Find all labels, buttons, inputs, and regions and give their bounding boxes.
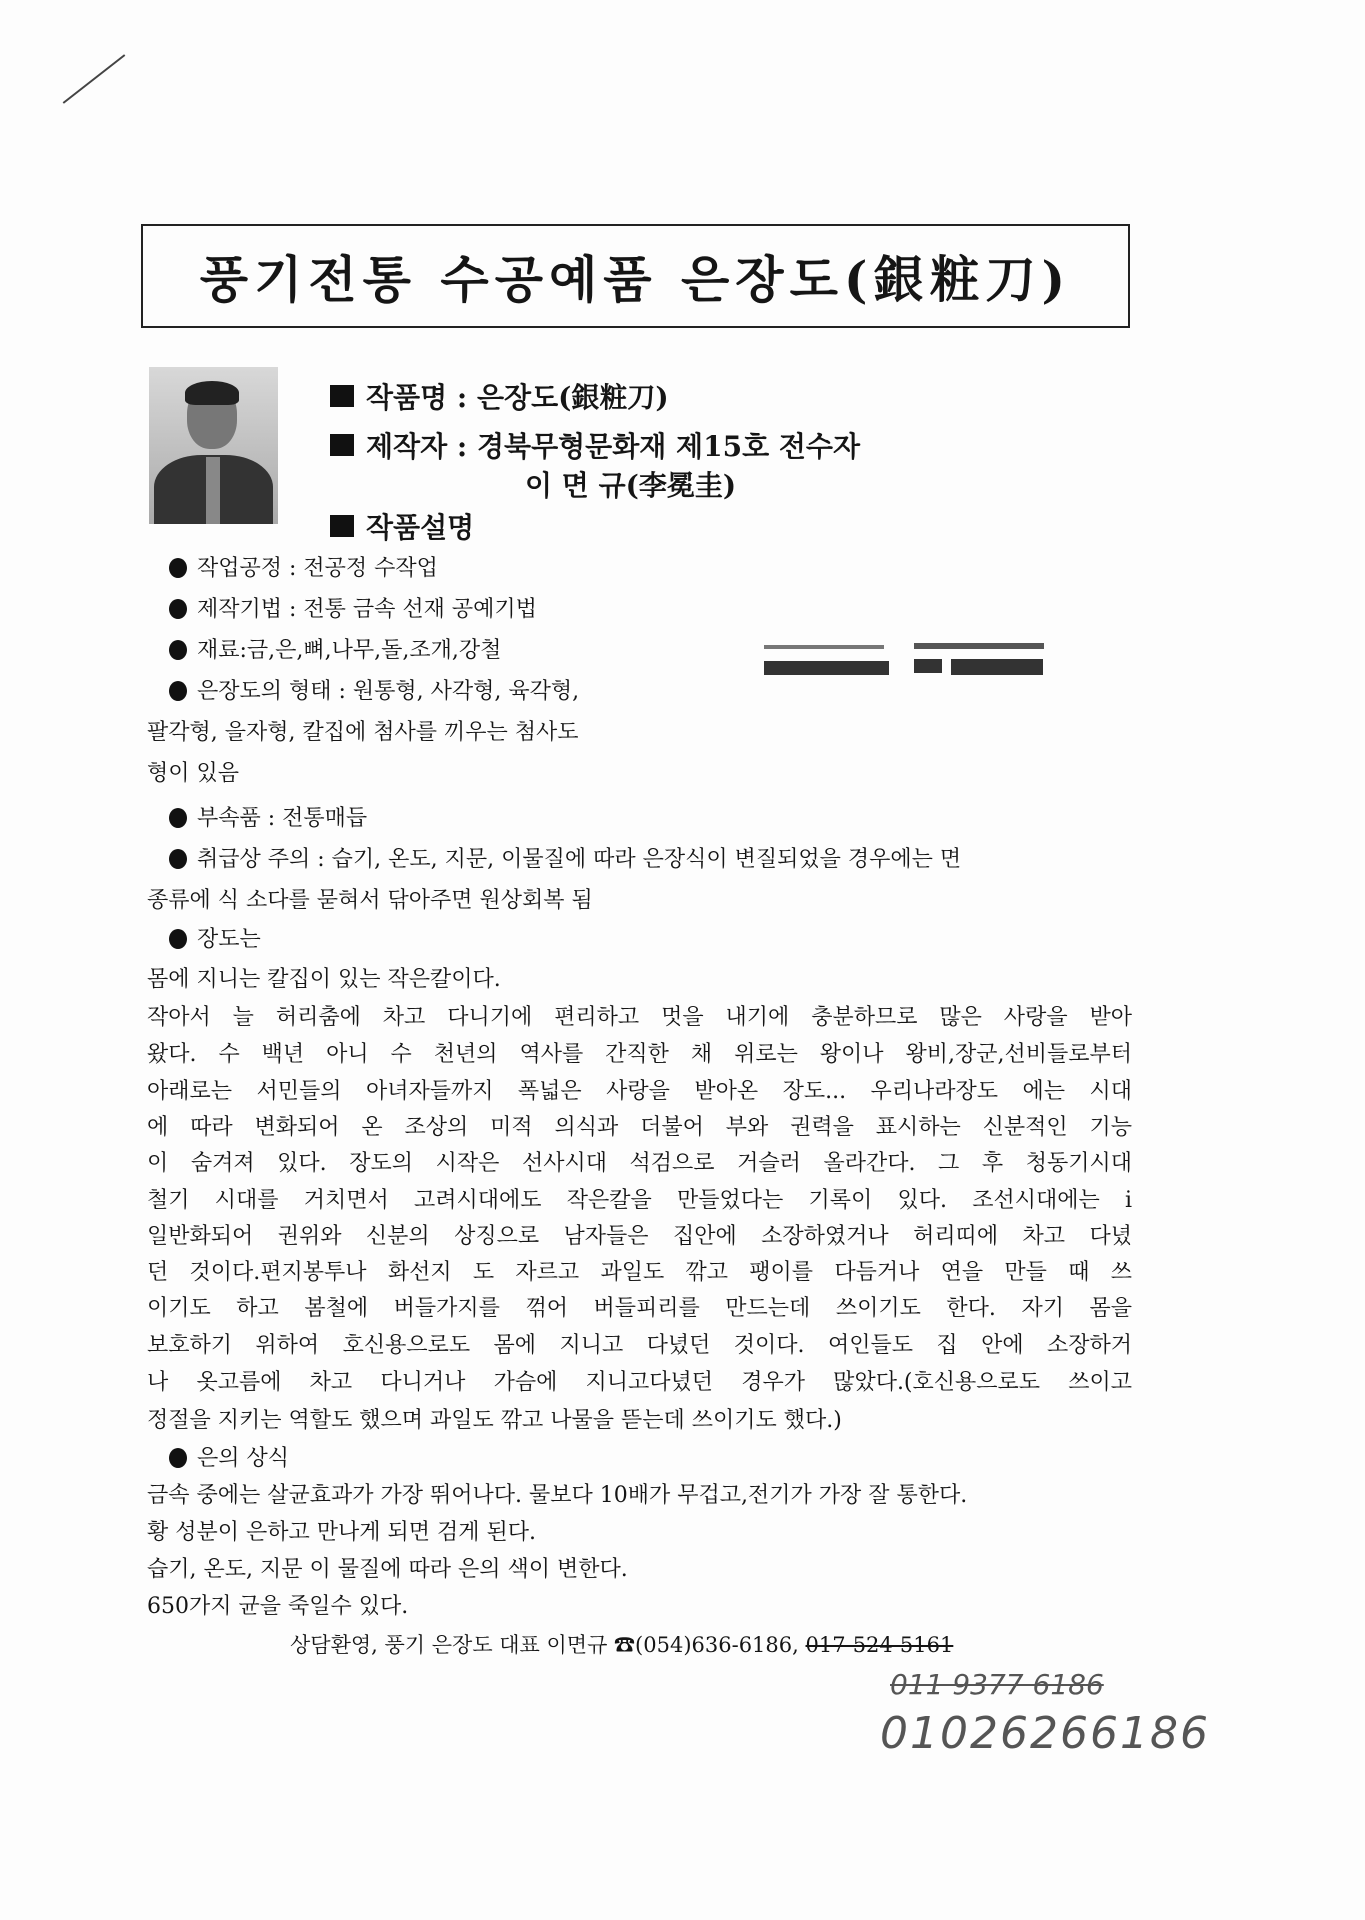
item-text: 부속품 : 전통매듭 [197,806,368,831]
item-text: 재료:금,은,뼈,나무,돌,조개,강철 [197,638,502,663]
paragraph-line: 이기도 하고 봄철에 버들가지를 꺾어 버들피리를 만드는데 쓰이기도 한다. 자기 몸을 [147,1296,1132,1321]
bullet-icon [169,640,187,660]
maker-text: 제작자 : 경북무형문화재 제15호 전수자 [366,430,861,463]
item-process [165,555,1132,583]
bullet-icon [169,808,187,828]
item-text: 작업공정 : 전공정 수작업 [197,556,438,581]
bullet-icon [169,599,187,619]
paragraph-line: 습기, 온도, 지문 이 물질에 따라 은의 색이 변한다. [147,1557,628,1582]
handwritten-mobile: 01026266186 [880,1708,1210,1759]
caution-cont: 종류에 식 소다를 묻혀서 닦아주면 원상회복 됨 [147,888,593,913]
product-name [330,376,669,416]
jangdo-heading [165,926,1132,954]
paragraph-line: 이 숨겨져 있다. 장도의 시작은 선사시대 석검으로 거슬러 올라간다. 그 후 청동기시대 [147,1151,1132,1176]
square-bullet-icon [330,385,354,407]
maker-photo [149,367,278,524]
paragraph-line: 정절을 지키는 역할도 했으며 과일도 깎고 나물을 뜯는데 쓰이기도 했다.) [147,1408,842,1433]
silver-heading [165,1445,1132,1473]
bullet-icon [169,849,187,869]
bullet-icon [169,1448,187,1468]
pen-mark [63,54,126,104]
bullet-icon [169,681,187,701]
handwritten-old-mobile: 011 9377 6186 [890,1668,1104,1701]
paragraph-line: 나 옷고름에 차고 다니거나 가슴에 지니고다녔던 경우가 많았다.(호신용으로도 쓰이고 [147,1370,1132,1395]
paragraph-line: 몸에 지니는 칼집이 있는 작은칼이다. [147,967,501,992]
item-technique [165,596,1132,624]
maker-name: 이 면 규(李冕圭) [525,469,737,502]
description-heading [330,506,474,546]
heading-text: 은의 상식 [197,1446,290,1471]
paragraph-line: 왔다. 수 백년 아니 수 천년의 역사를 간직한 채 위로는 왕이나 왕비,장군,선비들로부터 [147,1042,1132,1067]
description-heading-text: 작품설명 [366,511,475,544]
shape-cont: 팔각형, 을자형, 칼집에 첨사를 끼우는 첨사도 [147,720,579,745]
paragraph-line: 보호하기 위하여 호신용으로도 몸에 지니고 다녔던 것이다. 여인들도 집 안에 소장하거 [147,1333,1132,1358]
paragraph-line: 황 성분이 은하고 만나게 되면 검게 된다. [147,1520,536,1545]
paragraph-line: 아래로는 서민들의 아녀자들까지 폭넓은 사랑을 받아온 장도... 우리나라장도 에는 시대 [147,1079,1132,1104]
bullet-icon [169,929,187,949]
paragraph-line: 일반화되어 권위와 신분의 상징으로 남자들은 집안에 소장하였거나 허리띠에 차고 다녔 [147,1224,1132,1249]
maker [330,425,860,465]
bullet-icon [169,558,187,578]
item-accessory [165,805,1132,833]
product-image [759,643,1049,681]
item-text: 제작기법 : 전통 금속 선재 공예기법 [197,597,537,622]
paragraph-line: 650가지 균을 죽일수 있다. [147,1594,409,1619]
paragraph-line: 에 따라 변화되어 온 조상의 미적 의식과 더불어 부와 권력을 표시하는 신분적인 기능 [147,1115,1132,1140]
item-caution [165,846,1132,874]
old-phone: 017-524-5161 [805,1633,954,1657]
paragraph-line: 던 것이다.편지봉투나 화선지 도 자르고 과일도 깎고 팽이를 다듬거나 연을 만들 때 쓰 [147,1260,1132,1285]
contact-text: 상담환영, 풍기 은장도 대표 이면규 ☎(054)636-6186, [290,1633,799,1657]
item-text: 취급상 주의 : 습기, 온도, 지문, 이물질에 따라 은장식이 변질되었을 경우에는 면 [197,847,962,872]
paragraph-line: 금속 중에는 살균효과가 가장 뛰어나다. 물보다 10배가 무겁고,전기가 가장 잘 통한다. [147,1483,968,1508]
product-name-text: 작품명 : 은장도(銀粧刀) [366,381,669,414]
heading-text: 장도는 [197,927,261,952]
paragraph-line: 작아서 늘 허리춤에 차고 다니기에 편리하고 멋을 내기에 충분하므로 많은 사랑을 받아 [147,1005,1132,1030]
item-shape [165,678,1132,706]
contact-line [290,1631,953,1659]
square-bullet-icon [330,434,354,456]
item-text: 은장도의 형태 : 원통형, 사각형, 육각형, [197,679,580,704]
paragraph-line: 철기 시대를 거치면서 고려시대에도 작은칼을 만들었다는 기록이 있다. 조선시대에는 i [147,1188,1132,1213]
square-bullet-icon [330,515,354,537]
shape-cont: 형이 있음 [147,761,240,786]
document-title: 풍기전통 수공예품 은장도(銀粧刀) [141,224,1130,328]
